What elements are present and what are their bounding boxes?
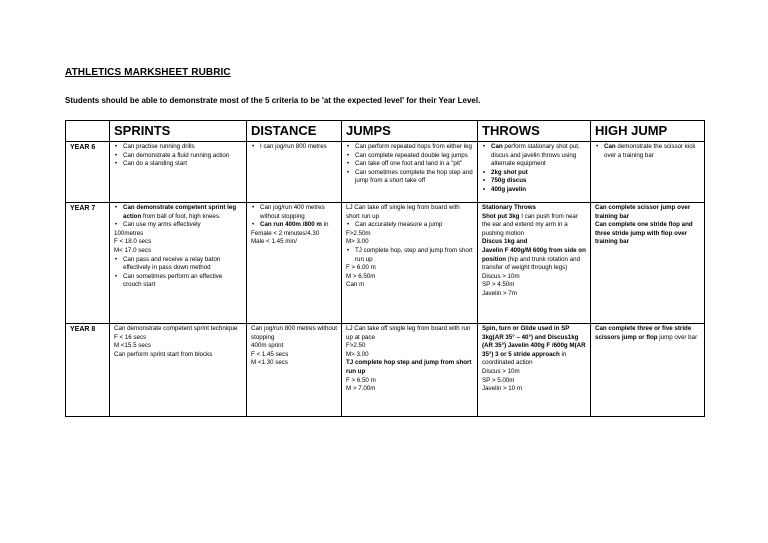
list-item: • Can sometimes complete the hop step and jump from a short take off — [346, 169, 473, 186]
text-line: F > 6.50 m — [346, 376, 376, 384]
list-item: • Can take off one foot and land in a "pit" — [346, 160, 473, 169]
text-line: Can perform sprint start from blocks — [114, 350, 213, 358]
text-line: Can complete scissor jump over training bar — [595, 204, 691, 220]
text-line: F>2.50 — [346, 342, 366, 350]
list-item: • Can demonstrate competent sprint leg action from ball of foot, high knees. — [114, 204, 242, 221]
text-line: Can demonstrate competent sprint technique — [114, 325, 238, 332]
year-label: YEAR 7 — [66, 203, 110, 324]
cell-y6-sprints — [110, 142, 247, 203]
rubric-table — [65, 120, 705, 417]
text-line: M< 17.0 secs — [114, 246, 151, 254]
list-item: • Can accurately measure a jump — [346, 221, 473, 230]
list-item: • Can run 400m /800 m in — [251, 221, 337, 230]
text-line: Discus > 10m — [482, 272, 520, 280]
header-sprints: SPRINTS — [110, 121, 247, 142]
text-line: TJ complete hop step and jump from short run up — [346, 359, 472, 375]
text-line: Can complete three or five stride scissors jump or flop jump over bar — [595, 325, 698, 341]
text-line: M> 3.00 — [346, 238, 369, 246]
header-high-jump: HIGH JUMP — [591, 121, 705, 142]
text-line: Male < 1.45 min/ — [251, 238, 297, 246]
cell-y6-distance — [247, 142, 342, 203]
text-line: 400m sprint — [251, 342, 284, 350]
text-line: 100metres — [114, 229, 144, 237]
list-item: • Can jog/run 400 metres without stopping — [251, 204, 337, 221]
text-line: Shot put 3kg I can push from near the ear and extend my arm in a pushing motion — [482, 212, 578, 237]
cell-y8-sprints — [110, 324, 247, 417]
list-item: • I can jog/run 800 metres — [251, 143, 337, 152]
text-line: F > 6.00 m — [346, 264, 376, 272]
text-line: M <15.5 secs — [114, 342, 151, 350]
list-item: • TJ complete hop, step and jump from short run up — [346, 247, 473, 264]
text-line: Can m — [346, 281, 365, 289]
text-line: Female < 2 minutes/4.30 — [251, 229, 320, 237]
intro-text: Students should be able to demonstrate most of the 5 criteria to be 'at the expected level' for their Year Level. — [65, 96, 481, 105]
cell-y7-throws — [478, 203, 591, 324]
list-item: • Can do a standing start — [114, 160, 242, 169]
text-line: Spin, turn or Glide used in SP 3kg(AR 35° – 40°) and Discus1kg (AR 35°) Javelin 400g F /600g M(AR 35°) 3 or 5 stride approach in coordinated action — [482, 325, 586, 367]
text-line: F>2.50m — [346, 229, 371, 237]
text-line: Javelin F 400g/M 600g from side on position (hip and trunk rotation and transfer of weight through legs) — [482, 246, 586, 272]
header-throws: THROWS — [478, 121, 591, 142]
text-line: M > 7.00m — [346, 385, 376, 393]
row-year-7 — [66, 203, 705, 324]
row-year-8 — [66, 324, 705, 417]
row-year-6 — [66, 142, 705, 203]
year-label: YEAR 6 — [66, 142, 110, 203]
header-corner — [66, 121, 110, 142]
list-item: • Can complete repeated double leg jumps — [346, 152, 473, 161]
header-distance: DISTANCE — [247, 121, 342, 142]
text-line: Stationary Throws — [482, 204, 536, 211]
page-title: ATHLETICS MARKSHEET RUBRIC — [65, 67, 231, 78]
list-item: • 750g discus — [482, 177, 586, 186]
list-item: • Can perform repeated hops from either leg — [346, 143, 473, 152]
text-line: M> 3.00 — [346, 350, 369, 358]
list-item: • Can demonstrate a fluid running action — [114, 152, 242, 161]
text-line: F < 1.45 secs — [251, 350, 289, 358]
cell-y7-distance — [247, 203, 342, 324]
cell-y6-high-jump — [591, 142, 705, 203]
cell-y7-jumps — [342, 203, 478, 324]
text-line: M <1.30 secs — [251, 359, 288, 367]
cell-y8-jumps — [342, 324, 478, 417]
text-line: LJ Can take off single leg from board with short run up — [346, 204, 460, 220]
list-item: • Can use my arms effectively — [114, 221, 242, 230]
cell-y7-high-jump — [591, 203, 705, 324]
text-line: Discus > 10m — [482, 367, 520, 375]
text-line: M > 6.50m — [346, 272, 376, 280]
list-item: • Can perform stationary shot put, discus and javelin throws using alternate equipment — [482, 143, 586, 169]
text-line: F < 18.0 secs — [114, 238, 152, 246]
cell-y6-throws — [478, 142, 591, 203]
list-item: • 400g javelin — [482, 186, 586, 195]
text-line: SP > 5.00m — [482, 376, 515, 384]
text-line: LJ Can take off single leg from board with run up at pace — [346, 325, 471, 341]
text-line: SP > 4.50m — [482, 281, 515, 289]
year-label: YEAR 8 — [66, 324, 110, 417]
list-item: • Can demonstrate the scissor kick over a training bar — [595, 143, 700, 160]
text-line: Javelin > 7m — [482, 289, 517, 297]
text-line: Can jog/run 800 metres without stopping — [251, 325, 337, 341]
text-line: Can complete one stride flop and three stride jump with flop over training bar — [595, 221, 693, 246]
text-line: F < 16 secs — [114, 333, 147, 341]
header-jumps: JUMPS — [342, 121, 478, 142]
cell-y6-jumps — [342, 142, 478, 203]
list-item: • Can sometimes perform an effective crouch start — [114, 273, 242, 290]
list-item: • 2kg shot put — [482, 169, 586, 178]
header-row — [66, 121, 705, 142]
text-line: Discus 1kg and — [482, 238, 528, 246]
list-item: • Can pass and receive a relay baton effectively in pass down method — [114, 256, 242, 273]
list-item: • Can practise running drills — [114, 143, 242, 152]
cell-y8-throws — [478, 324, 591, 417]
cell-y7-sprints — [110, 203, 247, 324]
cell-y8-high-jump — [591, 324, 705, 417]
cell-y8-distance — [247, 324, 342, 417]
text-line: Javelin > 10 m — [482, 385, 523, 393]
